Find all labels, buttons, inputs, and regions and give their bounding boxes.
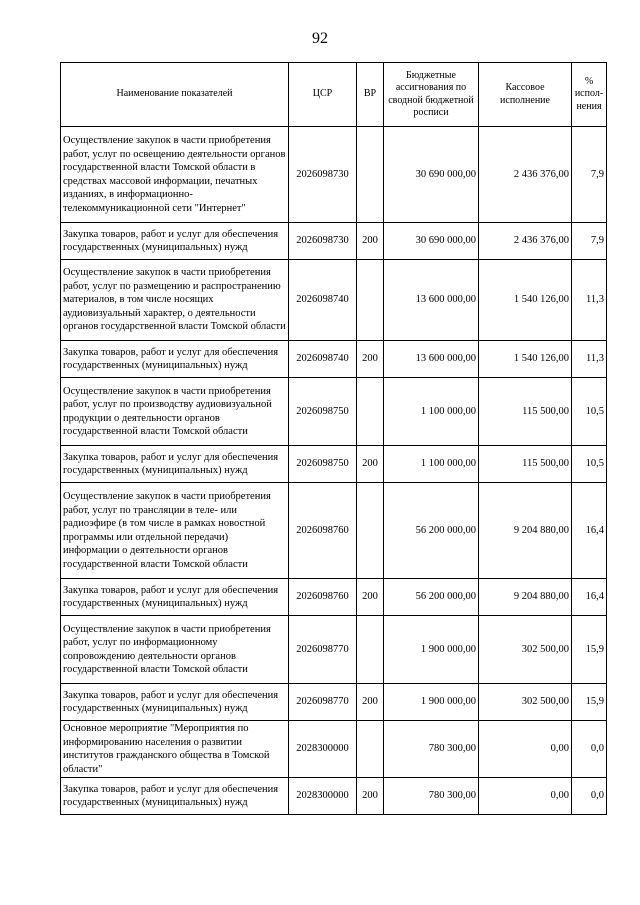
budget-execution-table xyxy=(60,62,607,815)
row-cash: 302 500,00 xyxy=(479,684,572,721)
row-pct: 11,3 xyxy=(572,260,607,341)
row-vr: 200 xyxy=(357,223,384,260)
row-budget: 780 300,00 xyxy=(384,721,479,778)
row-pct: 11,3 xyxy=(572,341,607,378)
header-vr: ВР xyxy=(357,63,384,127)
row-cash: 2 436 376,00 xyxy=(479,223,572,260)
row-vr: 200 xyxy=(357,579,384,616)
row-name: Осуществление закупок в части приобретения работ, услуг по освещению деятельности органов государственной власти Томской области в средствах массовой информации, печатных изданиях, в информационно-телекоммуникационной сети "Интернет" xyxy=(61,127,289,223)
row-pct: 0,0 xyxy=(572,778,607,815)
row-cash: 115 500,00 xyxy=(479,378,572,446)
row-budget: 1 900 000,00 xyxy=(384,684,479,721)
row-budget: 30 690 000,00 xyxy=(384,127,479,223)
table-row xyxy=(61,483,607,579)
row-csr: 2026098770 xyxy=(289,684,357,721)
row-pct: 16,4 xyxy=(572,483,607,579)
row-pct: 10,5 xyxy=(572,378,607,446)
row-cash: 0,00 xyxy=(479,721,572,778)
row-budget: 1 100 000,00 xyxy=(384,378,479,446)
row-budget: 30 690 000,00 xyxy=(384,223,479,260)
row-vr xyxy=(357,616,384,684)
table-row xyxy=(61,778,607,815)
table-row xyxy=(61,446,607,483)
header-pct: % испол-нения xyxy=(572,63,607,127)
page-number: 92 xyxy=(312,30,328,47)
row-csr: 2026098760 xyxy=(289,483,357,579)
row-pct: 7,9 xyxy=(572,127,607,223)
table-row xyxy=(61,260,607,341)
table-header-row xyxy=(61,63,607,127)
row-name: Осуществление закупок в части приобретения работ, услуг по трансляции в теле- или радиоэфире (в том числе в рамках новостной программы или отдельной передачи) информации о деятельности органов государственной власти Томской области xyxy=(61,483,289,579)
row-budget: 56 200 000,00 xyxy=(384,579,479,616)
row-name: Закупка товаров, работ и услуг для обеспечения государственных (муниципальных) нужд xyxy=(61,579,289,616)
row-vr xyxy=(357,483,384,579)
row-csr: 2026098750 xyxy=(289,446,357,483)
row-budget: 1 100 000,00 xyxy=(384,446,479,483)
table-row xyxy=(61,223,607,260)
row-name: Закупка товаров, работ и услуг для обеспечения государственных (муниципальных) нужд xyxy=(61,684,289,721)
row-csr: 2026098740 xyxy=(289,341,357,378)
row-budget: 13 600 000,00 xyxy=(384,260,479,341)
header-budget: Бюджетные ассигнования по сводной бюджетной росписи xyxy=(384,63,479,127)
row-vr: 200 xyxy=(357,684,384,721)
row-vr xyxy=(357,378,384,446)
header-name: Наименование показателей xyxy=(61,63,289,127)
row-csr: 2026098760 xyxy=(289,579,357,616)
row-name: Закупка товаров, работ и услуг для обеспечения государственных (муниципальных) нужд xyxy=(61,223,289,260)
row-name: Основное мероприятие "Мероприятия по информированию населения о развитии институтов гражданского общества в Томской области" xyxy=(61,721,289,778)
row-csr: 2028300000 xyxy=(289,721,357,778)
row-csr: 2026098740 xyxy=(289,260,357,341)
row-budget: 780 300,00 xyxy=(384,778,479,815)
row-csr: 2026098770 xyxy=(289,616,357,684)
table-row xyxy=(61,127,607,223)
row-cash: 1 540 126,00 xyxy=(479,260,572,341)
table-row xyxy=(61,579,607,616)
row-cash: 9 204 880,00 xyxy=(479,483,572,579)
row-vr: 200 xyxy=(357,778,384,815)
table-row xyxy=(61,341,607,378)
row-pct: 10,5 xyxy=(572,446,607,483)
row-budget: 1 900 000,00 xyxy=(384,616,479,684)
table-row xyxy=(61,378,607,446)
table-row xyxy=(61,684,607,721)
table-row xyxy=(61,616,607,684)
row-vr xyxy=(357,127,384,223)
row-name: Закупка товаров, работ и услуг для обеспечения государственных (муниципальных) нужд xyxy=(61,778,289,815)
row-pct: 15,9 xyxy=(572,684,607,721)
row-pct: 16,4 xyxy=(572,579,607,616)
row-csr: 2026098730 xyxy=(289,127,357,223)
row-cash: 9 204 880,00 xyxy=(479,579,572,616)
row-cash: 115 500,00 xyxy=(479,446,572,483)
header-cash: Кассовое исполнение xyxy=(479,63,572,127)
row-cash: 2 436 376,00 xyxy=(479,127,572,223)
row-cash: 0,00 xyxy=(479,778,572,815)
row-pct: 7,9 xyxy=(572,223,607,260)
table-row xyxy=(61,721,607,778)
row-name: Осуществление закупок в части приобретения работ, услуг по информационному сопровождению деятельности органов государственной власти Томской области xyxy=(61,616,289,684)
row-pct: 15,9 xyxy=(572,616,607,684)
row-name: Осуществление закупок в части приобретения работ, услуг по производству аудиовизуальной продукции о деятельности органов государственной власти Томской области xyxy=(61,378,289,446)
row-name: Осуществление закупок в части приобретения работ, услуг по размещению и распространению материалов, в том числе носящих аудиовизуальный характер, о деятельности органов государственной власти Томской области xyxy=(61,260,289,341)
row-cash: 302 500,00 xyxy=(479,616,572,684)
row-name: Закупка товаров, работ и услуг для обеспечения государственных (муниципальных) нужд xyxy=(61,341,289,378)
row-csr: 2028300000 xyxy=(289,778,357,815)
row-csr: 2026098750 xyxy=(289,378,357,446)
row-cash: 1 540 126,00 xyxy=(479,341,572,378)
row-budget: 56 200 000,00 xyxy=(384,483,479,579)
row-name: Закупка товаров, работ и услуг для обеспечения государственных (муниципальных) нужд xyxy=(61,446,289,483)
header-csr: ЦСР xyxy=(289,63,357,127)
row-pct: 0,0 xyxy=(572,721,607,778)
row-budget: 13 600 000,00 xyxy=(384,341,479,378)
row-vr: 200 xyxy=(357,341,384,378)
row-csr: 2026098730 xyxy=(289,223,357,260)
row-vr xyxy=(357,721,384,778)
row-vr xyxy=(357,260,384,341)
row-vr: 200 xyxy=(357,446,384,483)
